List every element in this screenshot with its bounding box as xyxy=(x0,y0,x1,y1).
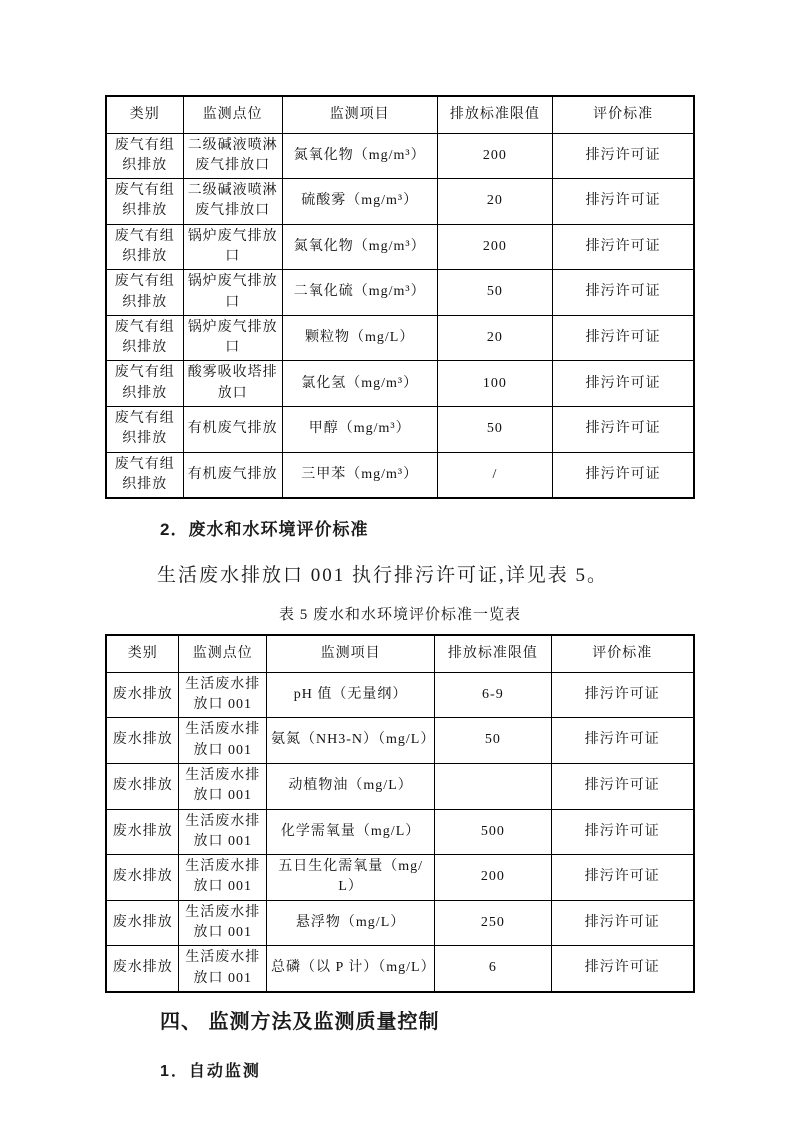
table-cell: 甲醇（mg/m³） xyxy=(282,407,437,453)
table-cell: 废气有组织排放 xyxy=(106,270,183,316)
table-cell: 废水排放 xyxy=(106,946,179,992)
table-cell: 200 xyxy=(437,224,553,270)
table-cell: 废气有组织排放 xyxy=(106,361,183,407)
table-cell: 排污许可证 xyxy=(551,900,694,946)
table-cell: 排污许可证 xyxy=(551,809,694,855)
table-cell: 生活废水排放口 001 xyxy=(179,763,267,809)
table-cell: 废气有组织排放 xyxy=(106,407,183,453)
table-cell: 排污许可证 xyxy=(553,270,694,316)
table-cell: 悬浮物（mg/L） xyxy=(267,900,435,946)
table-cell: 排污许可证 xyxy=(551,855,694,901)
table-cell: 200 xyxy=(437,133,553,179)
table-cell: 生活废水排放口 001 xyxy=(179,809,267,855)
column-header: 监测点位 xyxy=(179,635,267,672)
wastewater-paragraph: 生活废水排放口 001 执行排污许可证,详见表 5。 xyxy=(157,565,609,587)
table-row xyxy=(106,763,694,809)
table-cell: 废水排放 xyxy=(106,718,179,764)
table-cell: 酸雾吸收塔排放口 xyxy=(183,361,282,407)
table-row xyxy=(106,452,694,498)
table-cell: 100 xyxy=(437,361,553,407)
table-cell: 有机废气排放 xyxy=(183,452,282,498)
table-cell: 动植物油（mg/L） xyxy=(267,763,435,809)
table-cell: 有机废气排放 xyxy=(183,407,282,453)
wastewater-standards-table xyxy=(105,634,695,993)
column-header: 类别 xyxy=(106,96,183,133)
table-cell: 50 xyxy=(437,407,553,453)
table-cell: 三甲苯（mg/m³） xyxy=(282,452,437,498)
table-row xyxy=(106,718,694,764)
table-row xyxy=(106,809,694,855)
table-row xyxy=(106,270,694,316)
table-cell: 排污许可证 xyxy=(553,315,694,361)
table-cell: 生活废水排放口 001 xyxy=(179,855,267,901)
table-cell: 排污许可证 xyxy=(553,179,694,225)
table-cell: 生活废水排放口 001 xyxy=(179,672,267,718)
column-header: 排放标准限值 xyxy=(437,96,553,133)
table-cell: 排污许可证 xyxy=(551,718,694,764)
table-cell: 废气有组织排放 xyxy=(106,452,183,498)
table-cell: 废气有组织排放 xyxy=(106,224,183,270)
table-cell: 氯化氢（mg/m³） xyxy=(282,361,437,407)
table-cell: 颗粒物（mg/L） xyxy=(282,315,437,361)
table-cell: 氮氧化物（mg/m³） xyxy=(282,224,437,270)
table-cell xyxy=(435,763,551,809)
table-cell: 锅炉废气排放口 xyxy=(183,315,282,361)
subheading-auto-monitoring: 1．自动监测 xyxy=(160,1062,261,1080)
table-cell: 总磷（以 P 计）（mg/L） xyxy=(267,946,435,992)
column-header: 评价标准 xyxy=(553,96,694,133)
table-cell: 20 xyxy=(437,315,553,361)
table-cell: 排污许可证 xyxy=(551,763,694,809)
table-cell: 生活废水排放口 001 xyxy=(179,946,267,992)
table-cell: 排污许可证 xyxy=(553,407,694,453)
column-header: 监测点位 xyxy=(183,96,282,133)
column-header: 监测项目 xyxy=(267,635,435,672)
table-row xyxy=(106,855,694,901)
table-row xyxy=(106,407,694,453)
table-row xyxy=(106,946,694,992)
table-row xyxy=(106,672,694,718)
table-cell: 氨氮（NH3-N）（mg/L） xyxy=(267,718,435,764)
column-header: 评价标准 xyxy=(551,635,694,672)
table-cell: 废气有组织排放 xyxy=(106,133,183,179)
table-cell: 废水排放 xyxy=(106,809,179,855)
table-cell: 20 xyxy=(437,179,553,225)
table-cell: 氮氧化物（mg/m³） xyxy=(282,133,437,179)
table-cell: 废水排放 xyxy=(106,855,179,901)
table-cell: 500 xyxy=(435,809,551,855)
table-row xyxy=(106,900,694,946)
table-cell: 200 xyxy=(435,855,551,901)
section-heading-monitoring-methods: 四、 监测方法及监测质量控制 xyxy=(160,1010,440,1033)
table-cell: 生活废水排放口 001 xyxy=(179,718,267,764)
table-row xyxy=(106,133,694,179)
table-cell: 排污许可证 xyxy=(553,133,694,179)
table-row xyxy=(106,315,694,361)
table-cell: 6-9 xyxy=(435,672,551,718)
table-row xyxy=(106,224,694,270)
table-cell: 生活废水排放口 001 xyxy=(179,900,267,946)
table-header-row xyxy=(106,635,694,672)
table-cell: 废水排放 xyxy=(106,763,179,809)
table-cell: 废水排放 xyxy=(106,900,179,946)
section-heading-wastewater-standards: 2．废水和水环境评价标准 xyxy=(160,520,369,540)
table-cell: 50 xyxy=(435,718,551,764)
table-cell: 硫酸雾（mg/m³） xyxy=(282,179,437,225)
table-cell: 排污许可证 xyxy=(553,224,694,270)
table-header-row xyxy=(106,96,694,133)
table-cell: 废气有组织排放 xyxy=(106,315,183,361)
table-cell: 废气有组织排放 xyxy=(106,179,183,225)
table-cell: 锅炉废气排放口 xyxy=(183,270,282,316)
table-cell: 排污许可证 xyxy=(551,946,694,992)
table-cell: / xyxy=(437,452,553,498)
table5-caption: 表 5 废水和水环境评价标准一览表 xyxy=(278,607,521,624)
table-cell: 6 xyxy=(435,946,551,992)
table-cell: 二级碱液喷淋废气排放口 xyxy=(183,133,282,179)
table-cell: 50 xyxy=(437,270,553,316)
column-header: 监测项目 xyxy=(282,96,437,133)
table-cell: pH 值（无量纲） xyxy=(267,672,435,718)
table-cell: 250 xyxy=(435,900,551,946)
table-cell: 排污许可证 xyxy=(553,452,694,498)
table-cell: 锅炉废气排放口 xyxy=(183,224,282,270)
table-row xyxy=(106,179,694,225)
table-cell: 二级碱液喷淋废气排放口 xyxy=(183,179,282,225)
table-cell: 二氧化硫（mg/m³） xyxy=(282,270,437,316)
waste-gas-standards-table xyxy=(105,95,695,499)
table-cell: 化学需氧量（mg/L） xyxy=(267,809,435,855)
column-header: 类别 xyxy=(106,635,179,672)
table-cell: 废水排放 xyxy=(106,672,179,718)
table-cell: 排污许可证 xyxy=(551,672,694,718)
column-header: 排放标准限值 xyxy=(435,635,551,672)
table-row xyxy=(106,361,694,407)
table-cell: 五日生化需氧量（mg/L） xyxy=(267,855,435,901)
table-cell: 排污许可证 xyxy=(553,361,694,407)
